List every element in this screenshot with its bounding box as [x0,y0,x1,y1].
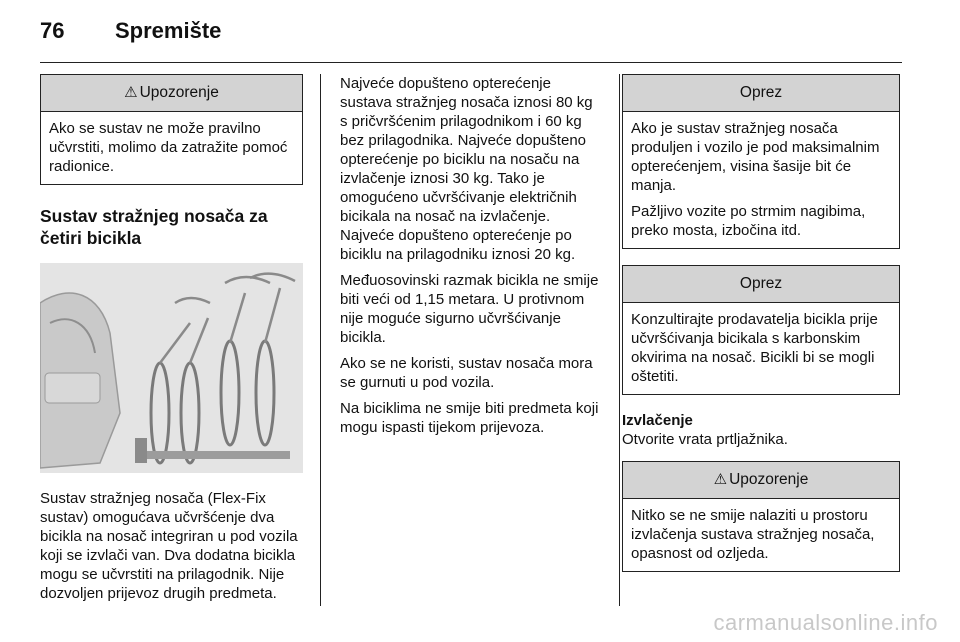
caution-text: Ako je sustav stražnjeg nosača produljen i vozilo je pod maksimalnim opterećenjem, visina šasije bit će manja. [631,120,880,194]
caution-text: Konzultirajte prodavatelja bicikla prije učvršćivanja bicikala s karbonskim okvirima na nosač. Bicikli bi se mogli oštetiti. [631,311,878,385]
load-paragraph: Najveće dopušteno opterećenje sustava stražnjeg nosača iznosi 80 kg s pričvršćenim prilagodnikom i 60 kg bez prilagodnika. Najveće dopušteno opterećenje po biciklu na nosaču na izvlačenje iznosi 30 kg. Tako je omogućeno učvršćivanje električnih bicikala na nosač na izvlačenje. Najveće dopušteno opterećenje po biciklu na prilagodniku iznosi 20 kg. [340,75,593,263]
header-rule [40,62,902,63]
warning-box [622,461,900,572]
caution-box-body [623,112,899,248]
warning-icon: ⚠ [713,471,728,488]
wheelbase-paragraph: Međuosovinski razmak bicikla ne smije biti veći od 1,15 metara. U protivnom nije moguće sigurno učvršćivanje bicikla. [340,272,599,346]
watermark: carmanualsonline.info [713,610,938,635]
warning-box-body [41,112,302,184]
loose-items-paragraph: Na biciklima ne smije biti predmeta koji mogu ispasti tijekom prijevoza. [340,400,599,436]
caution-text: Pažljivo vozite po strmim nagibima, preko mosta, izbočina itd. [631,203,866,239]
caution-box-title: Oprez [623,266,899,303]
caution-box-body [623,303,899,394]
caution-box [622,74,900,249]
warning-box-body [623,499,899,571]
page-number: 76 [40,18,65,43]
column-middle [340,74,603,444]
section-title: Sustav stražnjeg nosača za četiri bicikla [40,206,268,248]
column-right [622,74,900,588]
warning-box-title: ⚠ Upozorenje [623,462,899,499]
warning-icon: ⚠ [124,84,138,101]
subheading-text: Otvorite vrata prtljažnika. [622,431,788,448]
page-header [40,18,902,54]
chapter-title: Spremište [115,18,222,43]
warning-text: Nitko se ne smije nalaziti u prostoru izvlačenja sustava stražnjeg nosača, opasnost od ozljeda. [631,507,875,562]
bike-rack-figure [40,263,303,473]
warning-text: Ako se sustav ne može pravilno učvrstiti, molimo da zatražite pomoć radionice. [49,120,288,175]
subheading: Izvlačenje [622,412,693,429]
caution-box [622,265,900,395]
storage-paragraph: Ako se ne koristi, sustav nosača mora se gurnuti u pod vozila. [340,355,593,391]
intro-text: Sustav stražnjeg nosača (Flex-Fix sustav) omogućava učvršćenje dva bicikla na nosač integriran u pod vozila koji se izvlači van. Dva dodatna bicikla mogu se učvrstiti na prilagodnik. Nije dozvoljen prijevoz drugih predmeta. [40,490,298,602]
bike-rack-illustration-icon [40,263,303,473]
warning-box [40,74,303,185]
column-divider [320,74,321,606]
caution-box-title: Oprez [623,75,899,112]
warning-box-title: ⚠ Upozorenje [41,75,302,112]
column-left [40,74,303,610]
column-divider [619,74,620,606]
